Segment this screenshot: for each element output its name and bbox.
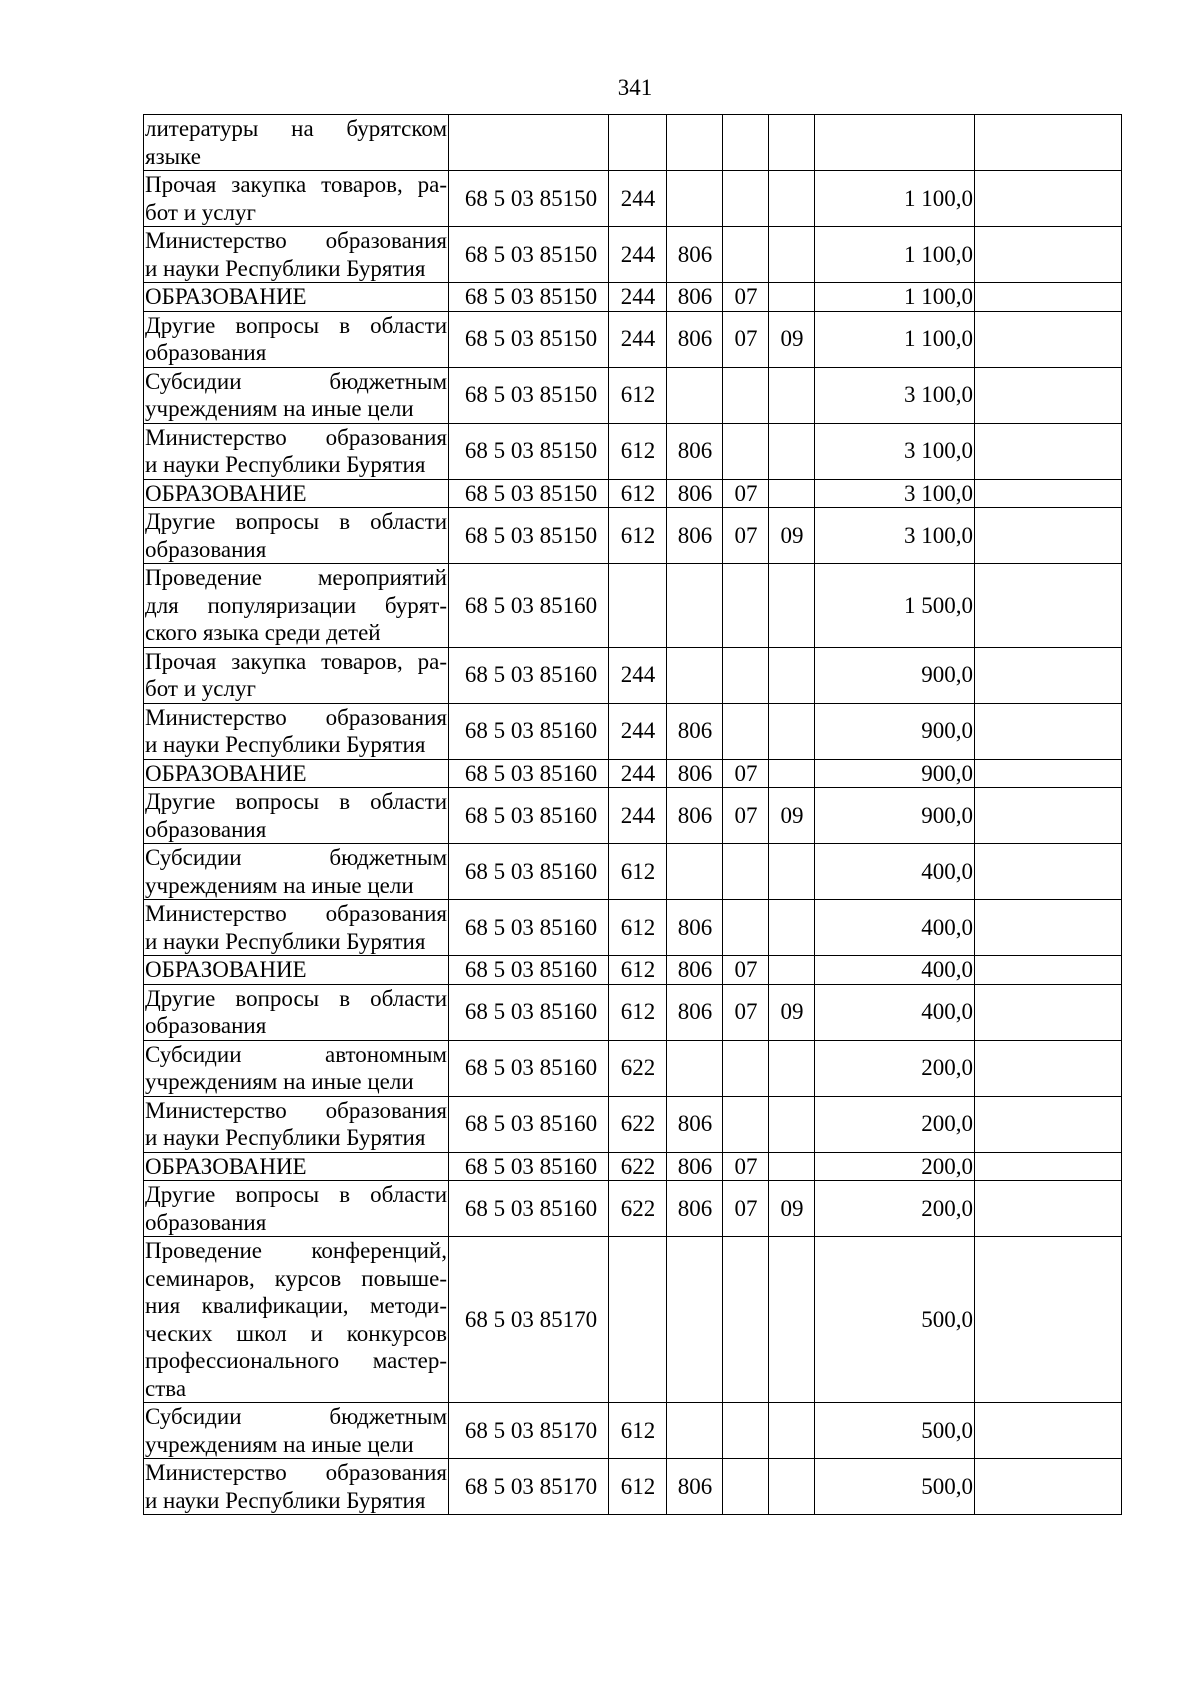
table-body [144,115,1122,1515]
section-cell [723,227,769,283]
subsection-cell [769,227,815,283]
section-cell [723,703,769,759]
target-code-cell: 68 5 03 85160 [449,703,609,759]
item-name-line: Субсидии бюджетным [145,845,447,870]
section-cell: 07 [723,479,769,508]
extra-cell [975,423,1122,479]
subsection-cell: 09 [769,984,815,1040]
item-name-cell [144,1237,449,1403]
extra-cell [975,283,1122,312]
section-cell: 07 [723,283,769,312]
table-row [144,311,1122,367]
amount-cell: 200,0 [815,1181,975,1237]
amount-cell: 1 500,0 [815,564,975,648]
extra-cell [975,1152,1122,1181]
extra-cell [975,564,1122,648]
item-name-line: для популяризации бурят- [145,592,447,618]
target-code-cell: 68 5 03 85150 [449,171,609,227]
table-row [144,647,1122,703]
amount-cell: 900,0 [815,759,975,788]
extra-cell [975,1403,1122,1459]
extra-cell [975,647,1122,703]
expense-type-cell: 244 [609,759,667,788]
item-name-cell [144,423,449,479]
table-row [144,1459,1122,1515]
target-code-cell: 68 5 03 85160 [449,984,609,1040]
table-row [144,1237,1122,1403]
item-name-line: образования [145,1013,267,1038]
item-name-line: Проведение мероприятий [145,565,447,590]
item-name-cell [144,115,449,171]
target-code-cell: 68 5 03 85150 [449,367,609,423]
table-row [144,1152,1122,1181]
extra-cell [975,984,1122,1040]
item-name-cell [144,1403,449,1459]
table-row [144,984,1122,1040]
expense-type-cell: 612 [609,479,667,508]
amount-cell: 400,0 [815,900,975,956]
ministry-code-cell: 806 [667,423,723,479]
amount-cell: 1 100,0 [815,283,975,312]
item-name-line: ОБРАЗОВАНИЕ [145,284,307,309]
extra-cell [975,367,1122,423]
item-name-line: и науки Республики Бурятия [145,1487,426,1513]
ministry-code-cell [667,171,723,227]
item-name-line: Другие вопросы в области [145,509,447,534]
amount-cell: 1 100,0 [815,227,975,283]
item-name-line: Министерство образования [145,704,447,730]
amount-cell: 3 100,0 [815,508,975,564]
subsection-cell [769,1237,815,1403]
item-name-line: и науки Республики Бурятия [145,928,426,954]
section-cell [723,1096,769,1152]
item-name-cell [144,1459,449,1515]
ministry-code-cell: 806 [667,788,723,844]
item-name-cell [144,1181,449,1237]
target-code-cell: 68 5 03 85160 [449,759,609,788]
ministry-code-cell: 806 [667,759,723,788]
ministry-code-cell: 806 [667,1459,723,1515]
ministry-code-cell: 806 [667,984,723,1040]
amount-cell [815,115,975,171]
ministry-code-cell: 806 [667,479,723,508]
item-name-line: и науки Республики Бурятия [145,452,426,477]
table-row [144,1096,1122,1152]
section-cell [723,844,769,900]
item-name-line: профессионального мастер- [145,1348,447,1373]
extra-cell [975,1237,1122,1403]
target-code-cell: 68 5 03 85160 [449,1181,609,1237]
table-row [144,564,1122,648]
item-name-line: Субсидии бюджетным [145,368,447,394]
expense-type-cell: 612 [609,900,667,956]
item-name-line: Министерство образования [145,424,447,450]
amount-cell: 200,0 [815,1152,975,1181]
item-name-line: Министерство образования [145,901,447,926]
subsection-cell [769,1459,815,1515]
expense-type-cell: 612 [609,423,667,479]
section-cell: 07 [723,508,769,564]
expense-type-cell: 612 [609,956,667,985]
section-cell [723,900,769,956]
ministry-code-cell: 806 [667,283,723,312]
expense-type-cell: 612 [609,508,667,564]
item-name-line: ОБРАЗОВАНИЕ [145,957,307,982]
expense-type-cell: 612 [609,984,667,1040]
expense-type-cell: 244 [609,227,667,283]
budget-table [143,114,1122,1515]
target-code-cell: 68 5 03 85160 [449,1040,609,1096]
table-row [144,759,1122,788]
item-name-line: семинаров, курсов повыше- [145,1265,447,1291]
subsection-cell [769,1403,815,1459]
table-row [144,115,1122,171]
item-name-line: учреждениям на иные цели [145,1431,414,1457]
expense-type-cell: 622 [609,1152,667,1181]
ministry-code-cell [667,1040,723,1096]
subsection-cell [769,367,815,423]
target-code-cell: 68 5 03 85150 [449,508,609,564]
expense-type-cell: 612 [609,844,667,900]
ministry-code-cell: 806 [667,900,723,956]
expense-type-cell: 244 [609,171,667,227]
extra-cell [975,1181,1122,1237]
section-cell [723,564,769,648]
item-name-line: ческих школ и конкурсов [145,1320,447,1346]
item-name-line: бот и услуг [145,199,256,225]
item-name-cell [144,788,449,844]
extra-cell [975,956,1122,985]
item-name-cell [144,227,449,283]
item-name-line: ства [145,1375,187,1401]
subsection-cell [769,564,815,648]
amount-cell: 3 100,0 [815,423,975,479]
subsection-cell [769,171,815,227]
ministry-code-cell [667,647,723,703]
item-name-line: литературы на бурятском [145,116,447,141]
item-name-line: языке [145,143,201,169]
item-name-line: и науки Республики Бурятия [145,255,426,281]
expense-type-cell: 612 [609,1459,667,1515]
ministry-code-cell [667,1237,723,1403]
target-code-cell: 68 5 03 85150 [449,283,609,312]
item-name-cell [144,703,449,759]
extra-cell [975,1040,1122,1096]
extra-cell [975,759,1122,788]
expense-type-cell: 612 [609,367,667,423]
table-row [144,1040,1122,1096]
expense-type-cell: 244 [609,703,667,759]
table-row [144,900,1122,956]
subsection-cell [769,844,815,900]
item-name-cell [144,311,449,367]
item-name-line: Министерство образования [145,1460,447,1485]
section-cell [723,115,769,171]
item-name-line: ОБРАЗОВАНИЕ [145,760,307,786]
item-name-line: образования [145,536,267,562]
subsection-cell [769,283,815,312]
expense-type-cell: 244 [609,283,667,312]
expense-type-cell: 612 [609,1403,667,1459]
target-code-cell: 68 5 03 85160 [449,900,609,956]
amount-cell: 400,0 [815,844,975,900]
subsection-cell: 09 [769,1181,815,1237]
item-name-line: образования [145,816,267,842]
extra-cell [975,311,1122,367]
expense-type-cell: 622 [609,1040,667,1096]
section-cell [723,647,769,703]
item-name-line: Прочая закупка товаров, ра- [145,172,447,197]
item-name-cell [144,647,449,703]
table-row [144,844,1122,900]
item-name-line: учреждениям на иные цели [145,1069,414,1094]
item-name-line: Другие вопросы в области [145,789,447,814]
item-name-line: и науки Республики Бурятия [145,1125,426,1150]
subsection-cell [769,115,815,171]
target-code-cell: 68 5 03 85170 [449,1459,609,1515]
ministry-code-cell: 806 [667,311,723,367]
item-name-cell [144,479,449,508]
extra-cell [975,703,1122,759]
section-cell [723,1237,769,1403]
item-name-line: ния квалификации, методи- [145,1293,447,1318]
expense-type-cell [609,564,667,648]
item-name-line: и науки Республики Бурятия [145,732,426,757]
expense-type-cell: 244 [609,311,667,367]
table-row [144,788,1122,844]
table-row [144,171,1122,227]
extra-cell [975,171,1122,227]
table-row [144,1403,1122,1459]
target-code-cell: 68 5 03 85160 [449,564,609,648]
subsection-cell [769,1152,815,1181]
extra-cell [975,479,1122,508]
extra-cell [975,844,1122,900]
amount-cell: 400,0 [815,984,975,1040]
item-name-line: образования [145,340,267,365]
item-name-cell [144,1040,449,1096]
ministry-code-cell: 806 [667,508,723,564]
extra-cell [975,115,1122,171]
ministry-code-cell: 806 [667,703,723,759]
item-name-line: Субсидии бюджетным [145,1404,447,1429]
ministry-code-cell [667,1403,723,1459]
amount-cell: 1 100,0 [815,311,975,367]
ministry-code-cell [667,367,723,423]
target-code-cell: 68 5 03 85160 [449,1152,609,1181]
item-name-line: бот и услуг [145,676,256,701]
target-code-cell: 68 5 03 85160 [449,956,609,985]
ministry-code-cell: 806 [667,1181,723,1237]
amount-cell: 900,0 [815,703,975,759]
subsection-cell [769,1040,815,1096]
item-name-line: ОБРАЗОВАНИЕ [145,1153,307,1179]
subsection-cell [769,647,815,703]
item-name-line: Министерство образования [145,1097,447,1123]
item-name-line: Прочая закупка товаров, ра- [145,648,447,674]
amount-cell: 500,0 [815,1403,975,1459]
section-cell [723,423,769,479]
amount-cell: 200,0 [815,1096,975,1152]
table-row [144,703,1122,759]
amount-cell: 900,0 [815,788,975,844]
amount-cell: 3 100,0 [815,479,975,508]
ministry-code-cell [667,115,723,171]
item-name-cell [144,171,449,227]
amount-cell: 500,0 [815,1459,975,1515]
item-name-cell [144,508,449,564]
target-code-cell: 68 5 03 85170 [449,1403,609,1459]
section-cell [723,1040,769,1096]
amount-cell: 1 100,0 [815,171,975,227]
subsection-cell [769,703,815,759]
subsection-cell [769,956,815,985]
table-row [144,423,1122,479]
item-name-cell [144,956,449,985]
expense-type-cell: 244 [609,788,667,844]
target-code-cell: 68 5 03 85150 [449,423,609,479]
extra-cell [975,788,1122,844]
item-name-cell [144,367,449,423]
ministry-code-cell: 806 [667,1096,723,1152]
ministry-code-cell [667,844,723,900]
item-name-cell [144,984,449,1040]
target-code-cell: 68 5 03 85150 [449,311,609,367]
item-name-line: образования [145,1209,267,1235]
extra-cell [975,227,1122,283]
item-name-cell [144,1096,449,1152]
amount-cell: 500,0 [815,1237,975,1403]
item-name-line: учреждениям на иные цели [145,396,414,421]
amount-cell: 400,0 [815,956,975,985]
table-row [144,227,1122,283]
ministry-code-cell: 806 [667,956,723,985]
amount-cell: 900,0 [815,647,975,703]
table-row [144,1181,1122,1237]
item-name-line: Другие вопросы в области [145,312,447,338]
subsection-cell: 09 [769,311,815,367]
target-code-cell: 68 5 03 85160 [449,788,609,844]
expense-type-cell: 622 [609,1181,667,1237]
expense-type-cell: 622 [609,1096,667,1152]
item-name-line: учреждениям на иные цели [145,872,414,898]
subsection-cell [769,759,815,788]
section-cell [723,171,769,227]
subsection-cell [769,900,815,956]
subsection-cell: 09 [769,788,815,844]
table-row [144,956,1122,985]
target-code-cell: 68 5 03 85160 [449,844,609,900]
section-cell: 07 [723,1181,769,1237]
ministry-code-cell [667,564,723,648]
item-name-cell [144,900,449,956]
item-name-line: Проведение конференций, [145,1238,447,1263]
section-cell: 07 [723,311,769,367]
table-row [144,479,1122,508]
item-name-line: Другие вопросы в области [145,1182,447,1207]
section-cell [723,1403,769,1459]
target-code-cell: 68 5 03 85160 [449,1096,609,1152]
table-row [144,508,1122,564]
target-code-cell: 68 5 03 85170 [449,1237,609,1403]
target-code-cell: 68 5 03 85150 [449,479,609,508]
table-row [144,367,1122,423]
extra-cell [975,900,1122,956]
item-name-line: ОБРАЗОВАНИЕ [145,480,307,506]
ministry-code-cell: 806 [667,1152,723,1181]
subsection-cell [769,423,815,479]
ministry-code-cell: 806 [667,227,723,283]
item-name-cell [144,1152,449,1181]
extra-cell [975,1096,1122,1152]
table-row [144,283,1122,312]
expense-type-cell [609,1237,667,1403]
section-cell: 07 [723,956,769,985]
expense-type-cell [609,115,667,171]
subsection-cell [769,479,815,508]
item-name-line: ского языка среди детей [145,620,381,645]
section-cell: 07 [723,984,769,1040]
section-cell: 07 [723,788,769,844]
amount-cell: 200,0 [815,1040,975,1096]
extra-cell [975,1459,1122,1515]
item-name-cell [144,844,449,900]
page-number: 341 [617,75,653,100]
item-name-cell [144,759,449,788]
item-name-cell [144,564,449,648]
section-cell: 07 [723,1152,769,1181]
target-code-cell: 68 5 03 85150 [449,227,609,283]
expense-type-cell: 244 [609,647,667,703]
target-code-cell [449,115,609,171]
subsection-cell [769,1096,815,1152]
item-name-line: Другие вопросы в области [145,985,447,1011]
amount-cell: 3 100,0 [815,367,975,423]
extra-cell [975,508,1122,564]
item-name-cell [144,283,449,312]
section-cell: 07 [723,759,769,788]
subsection-cell: 09 [769,508,815,564]
item-name-line: Министерство образования [145,228,447,253]
target-code-cell: 68 5 03 85160 [449,647,609,703]
item-name-line: Субсидии автономным [145,1041,447,1067]
section-cell [723,367,769,423]
section-cell [723,1459,769,1515]
